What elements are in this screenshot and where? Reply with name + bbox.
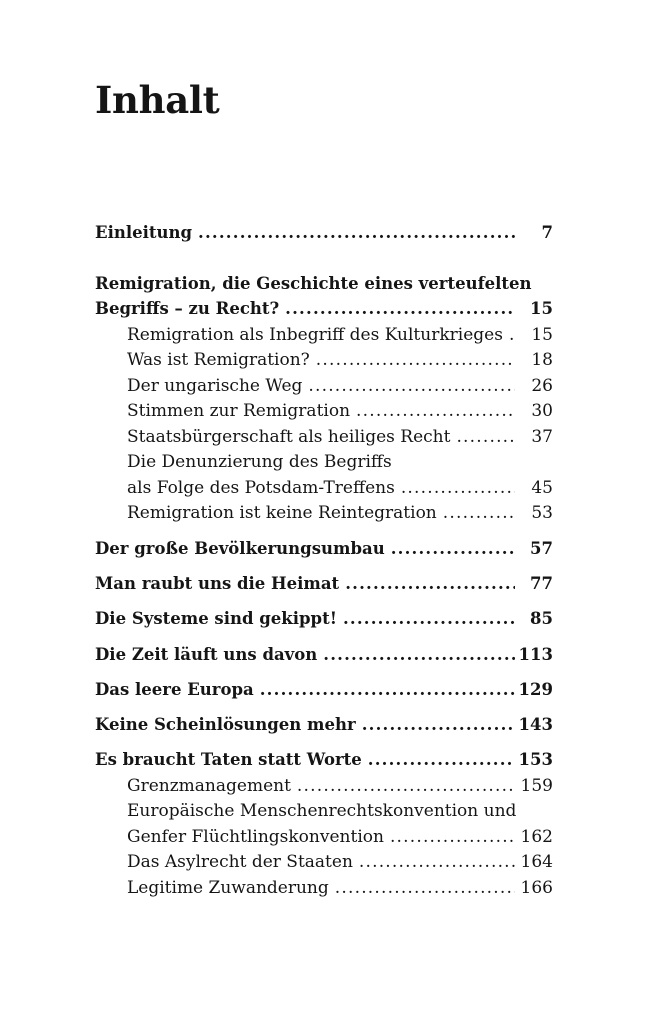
toc-page-number: 129 xyxy=(518,680,553,699)
toc-entry-title: Der große Bevölkerungsumbau xyxy=(95,539,385,558)
toc-subentry-reintegration xyxy=(127,500,553,526)
toc-page-number: 53 xyxy=(531,503,553,523)
toc-entry-title: Das leere Europa xyxy=(95,680,254,699)
toc-entry-title: Man raubt uns die Heimat xyxy=(95,574,340,593)
toc-leader-dots xyxy=(308,373,515,399)
toc-subentry-denunzierung-line1 xyxy=(127,449,553,475)
toc-entry-bevoelkerungsumbau xyxy=(95,536,553,562)
toc-entry-remigration-line2 xyxy=(95,296,553,322)
toc-page-number: 153 xyxy=(518,750,553,769)
toc-subentry-staatsbuergerschaft xyxy=(127,424,553,450)
toc-page-number: 37 xyxy=(531,427,553,447)
toc-subentry-stimmen xyxy=(127,398,553,424)
toc-entry-title: Stimmen zur Remigration xyxy=(127,401,351,421)
toc-subentry-kulturkrieg xyxy=(127,322,553,348)
toc-leader-dots xyxy=(323,642,515,668)
toc-leader-dots xyxy=(198,220,515,246)
toc-leader-dots xyxy=(260,677,515,703)
toc-entry-title: Remigration, die Geschichte eines verteufelten xyxy=(95,274,532,293)
toc-page-number: 143 xyxy=(518,715,553,734)
toc-page-number: 166 xyxy=(520,878,553,898)
toc-entry-title: Die Systeme sind gekippt! xyxy=(95,609,337,628)
toc-entry-remigration-line1 xyxy=(95,271,553,297)
toc-leader-dots xyxy=(443,500,515,526)
toc-entry-title: Der ungarische Weg xyxy=(127,376,303,396)
toc-entry-scheinloesungen xyxy=(95,712,553,738)
toc-subentry-konventionen-line2 xyxy=(127,824,553,850)
toc-entry-zeit xyxy=(95,642,553,668)
toc-page-number: 15 xyxy=(531,325,553,345)
toc-leader-dots xyxy=(390,824,515,850)
toc-subentry-zuwanderung xyxy=(127,875,553,901)
toc-entry-title: Legitime Zuwanderung xyxy=(127,878,329,898)
toc-page-number: 85 xyxy=(530,609,553,628)
toc-subentry-asylrecht xyxy=(127,849,553,875)
toc-subentry-ungarischer-weg xyxy=(127,373,553,399)
toc-leader-dots xyxy=(356,398,515,424)
page-title: Inhalt xyxy=(95,78,220,122)
toc-subentry-grenzmanagement xyxy=(127,773,553,799)
toc-subentry-konventionen-line1 xyxy=(127,798,553,824)
toc-page-number: 26 xyxy=(531,376,553,396)
toc-page-number: 113 xyxy=(518,645,553,664)
toc-leader-dots xyxy=(285,296,515,322)
toc-page-number: 77 xyxy=(530,574,553,593)
toc-leader-dots xyxy=(368,747,515,773)
toc-leader-dots xyxy=(359,849,515,875)
toc-entry-title: Grenzmanagement xyxy=(127,776,291,796)
toc-leader-dots xyxy=(297,773,515,799)
toc-leader-dots xyxy=(391,536,515,562)
toc-leader-dots xyxy=(343,606,515,632)
toc-leader-dots xyxy=(316,347,515,373)
toc-page-number: 7 xyxy=(541,223,553,242)
toc-entry-title: Begriffs – zu Recht? xyxy=(95,299,280,318)
toc-entry-leeres-europa xyxy=(95,677,553,703)
toc-leader-dots xyxy=(345,571,515,597)
toc-leader-dots xyxy=(362,712,515,738)
toc-entry-title: Die Denunzierung des Begriffs xyxy=(127,452,392,472)
toc-leader-dots xyxy=(401,475,515,501)
toc-page-number: 159 xyxy=(520,776,553,796)
toc-page-number: 15 xyxy=(530,299,553,318)
toc-leader-dots xyxy=(335,875,515,901)
toc-page-number: 57 xyxy=(530,539,553,558)
toc-entry-title: Staatsbürgerschaft als heiliges Recht xyxy=(127,427,451,447)
toc-entry-title: Remigration ist keine Reintegration xyxy=(127,503,437,523)
toc-entry-title: als Folge des Potsdam-Treffens xyxy=(127,478,395,498)
toc-entry-title: Einleitung xyxy=(95,223,193,242)
toc-leader-dots xyxy=(456,424,515,450)
toc-entry-systeme xyxy=(95,606,553,632)
toc-entry-title: Was ist Remigration? xyxy=(127,350,310,370)
toc-page-number: 45 xyxy=(531,478,553,498)
toc-entry-taten xyxy=(95,747,553,773)
toc-entry-title: Es braucht Taten statt Worte xyxy=(95,750,362,769)
toc-entry-title: Die Zeit läuft uns davon xyxy=(95,645,318,664)
toc-page-number: 18 xyxy=(531,350,553,370)
toc-subentry-denunzierung-line2 xyxy=(127,475,553,501)
toc-entry-title: Europäische Menschenrechtskonvention und xyxy=(127,801,517,821)
toc-entry-heimat xyxy=(95,571,553,597)
toc-page-number: 164 xyxy=(520,852,553,872)
toc-entry-einleitung xyxy=(95,220,553,246)
toc-entry-title: Das Asylrecht der Staaten xyxy=(127,852,353,872)
toc-entry-title: Remigration als Inbegriff des Kulturkrieges xyxy=(127,325,503,345)
toc-subentry-was-ist-remigration xyxy=(127,347,553,373)
toc-page-number: 162 xyxy=(520,827,553,847)
toc-entry-title: Genfer Flüchtlingskonvention xyxy=(127,827,384,847)
toc-entry-title: Keine Scheinlösungen mehr xyxy=(95,715,356,734)
toc-page-number: 30 xyxy=(531,401,553,421)
